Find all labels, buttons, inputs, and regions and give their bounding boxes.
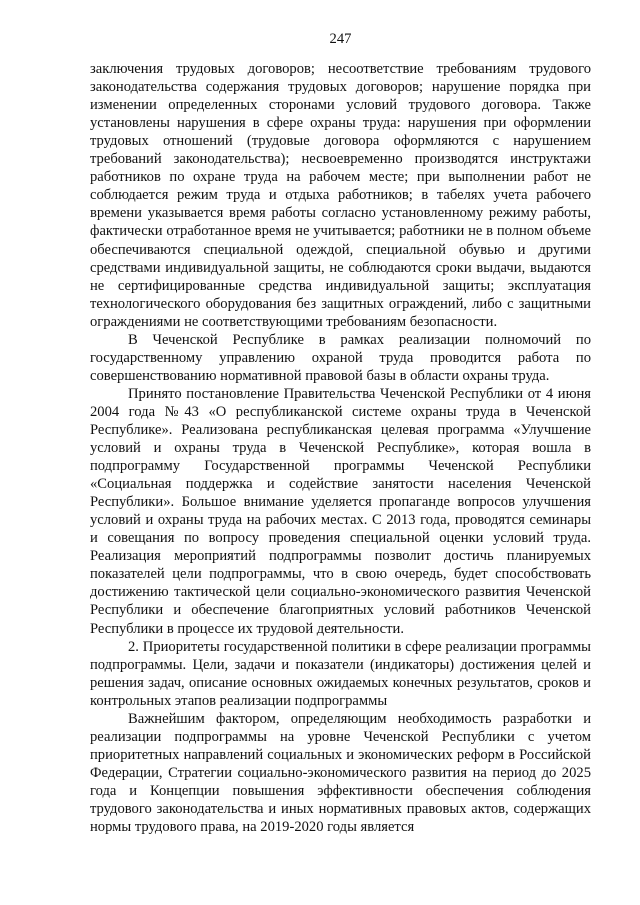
paragraph-key-factor: Важнейшим фактором, определяющим необходимость разработки и реализации подпрограммы на уровне Чеченской Республики с учетом приоритетных направлений социальных и экономических реформ в Российской Федерации, Стратегии социально-экономического развития на период до 2025 года и Концепции повышения эффективности обеспечения соблюдения трудового законодательства и иных нормативных правовых актов, содержащих нормы трудового права, на 2019-2020 годы является (90, 710, 591, 836)
paragraph-regional-policy: В Чеченской Республике в рамках реализации полномочий по государственному управлению охраной труда проводится работа по совершенствованию нормативной правовой базы в области охраны труда. (90, 331, 591, 384)
page-number: 247 (329, 31, 352, 47)
paragraph-resolution: Принято постановление Правительства Чеченской Республики от 4 июня 2004 года №43 «О республиканской системе охраны труда в Чеченской Республике». Реализована республиканская целевая программа «Улучшение условий и охраны труда в Чеченской Республике», которая вошла в подпрограмму Государственной программы Чеченской Республики «Социальная поддержка и содействие занятости населения Чеченской Республики». Большое внимание уделяется пропаганде вопросов улучшения условий и охраны труда на рабочих местах. С 2013 года, проводятся семинары и совещания по вопросу проведения специальной оценки условий труда. Реализация мероприятий подпрограммы позволит достичь планируемых показателей цели подпрограммы, что в свою очередь, будет способствовать достижению тактической цели социально-экономического развития Чеченской Республики и обеспечение благоприятных условий работников Чеченской Республики в процессе их трудовой деятельности. (90, 385, 591, 637)
paragraph-violations: заключения трудовых договоров; несоответствие требованиям трудового законодательства содержания трудовых договоров; нарушение порядка при изменении определенных сторонами условий трудового договора. Также установлены нарушения в сфере охраны труда: нарушения при оформлении трудовых отношений (трудовые договора оформляются с нарушением требований законодательства); несвоевременно производятся инструктажи работников по охране труда на рабочем месте; при выполнении работ не соблюдается режим труда и отдыха работников; в табелях учета рабочего времени указывается время работы согласно установленному режиму работы, фактически отработанное время не учитывается; работники не в полном объеме обеспечиваются специальной одеждой, специальной обувью и другими средствами индивидуальной защиты, не соблюдаются сроки выдачи, выдаются не сертифицированные средства индивидуальной защиты; эксплуатация технологического оборудования без защитных ограждений, либо с защитными ограждениями не соответствующими требованиям безопасности. (90, 61, 591, 330)
section-heading-priorities: 2. Приоритеты государственной политики в сфере реализации программы подпрограммы. Цели, задачи и показатели (индикаторы) достижения целей и решения задач, описание основных ожидаемых конечных результатов, сроков и контрольных этапов реализации подпрограммы (90, 638, 591, 709)
